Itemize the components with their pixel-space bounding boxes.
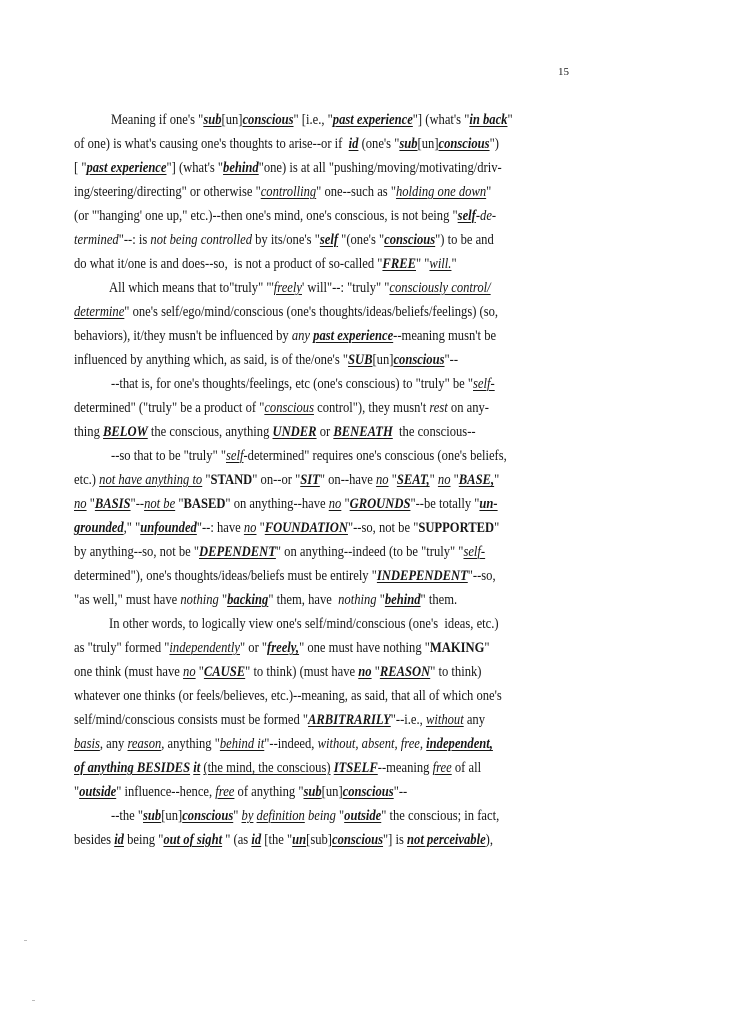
text-run: BASIS xyxy=(94,496,131,512)
text-run: controlling xyxy=(260,184,317,200)
text-line xyxy=(74,424,734,441)
text-run: " xyxy=(256,520,265,536)
text-run: ing/steering/directing" or otherwise " xyxy=(74,184,261,200)
text-run: --meaning xyxy=(377,760,433,776)
text-line xyxy=(74,832,734,849)
text-run: " xyxy=(388,472,397,488)
text-line xyxy=(74,400,734,417)
text-run: any xyxy=(463,712,486,728)
text-run: of anything BESIDES xyxy=(74,760,191,776)
text-run: "--so, xyxy=(467,568,496,584)
text-run: "as well," must have xyxy=(74,592,181,608)
text-line xyxy=(111,112,750,129)
text-run: " xyxy=(507,112,513,128)
text-run: will. xyxy=(429,256,452,272)
text-run: " xyxy=(484,640,490,656)
text-run: " to think) (must have xyxy=(245,664,359,680)
text-run: , anything " xyxy=(161,736,220,752)
text-run: In other words, to logically view one's self/mind/conscious (one's ideas, etc.) xyxy=(109,616,499,632)
text-run: " one must have nothing " xyxy=(299,640,430,656)
text-run: basis xyxy=(74,736,100,752)
text-run: conscious xyxy=(393,352,445,368)
text-line xyxy=(111,448,750,465)
text-run: unfounded xyxy=(140,520,197,536)
text-run: determine xyxy=(74,304,125,320)
text-run: " xyxy=(195,664,204,680)
text-run: "--be totally " xyxy=(410,496,480,512)
text-run: by anything--so, not be " xyxy=(74,544,200,560)
text-run: free xyxy=(432,760,452,776)
text-line xyxy=(74,496,734,513)
text-run: conscious xyxy=(342,784,394,800)
text-run: "--i.e., xyxy=(390,712,426,728)
text-run: CAUSE xyxy=(203,664,246,680)
text-run: " xyxy=(74,784,80,800)
text-run: [sub] xyxy=(306,832,332,848)
text-run: not be xyxy=(144,496,176,512)
text-run: MAKING xyxy=(429,640,485,656)
text-run: one think (must have xyxy=(74,664,184,680)
text-run: the conscious, anything xyxy=(147,424,273,440)
text-run: self xyxy=(225,448,244,464)
text-run: " [i.e., " xyxy=(293,112,333,128)
text-run: " xyxy=(494,472,500,488)
text-run: in back xyxy=(469,112,508,128)
text-run: " on--have xyxy=(319,472,376,488)
text-line xyxy=(74,784,734,801)
text-run: behind xyxy=(384,592,421,608)
text-run: " xyxy=(371,664,380,680)
text-run: sub xyxy=(203,112,222,128)
text-run: self- xyxy=(473,376,495,392)
text-run: un xyxy=(292,832,307,848)
text-run: determined" ("truly" be a product of " xyxy=(74,400,265,416)
text-run: " on anything--indeed (to be "truly" " xyxy=(275,544,464,560)
text-run: --so that to be "truly" " xyxy=(111,448,226,464)
text-run: no xyxy=(375,472,389,488)
text-run: it xyxy=(193,760,201,776)
text-line xyxy=(74,160,734,177)
text-line xyxy=(74,712,734,729)
text-line xyxy=(74,760,734,777)
text-run: " xyxy=(175,496,184,512)
text-run: or xyxy=(316,424,334,440)
text-run: SIT xyxy=(300,472,320,488)
text-line xyxy=(111,808,750,825)
text-run: control"), they musn't xyxy=(313,400,430,416)
text-run: etc.) xyxy=(74,472,100,488)
text-run: "-- xyxy=(130,496,145,512)
text-run: ," " xyxy=(123,520,141,536)
text-run: FREE xyxy=(382,256,417,272)
text-run: "--: have xyxy=(196,520,244,536)
text-line xyxy=(111,376,750,393)
text-run: --the " xyxy=(111,808,144,824)
text-run: on any- xyxy=(447,400,489,416)
text-run: grounded xyxy=(74,520,124,536)
text-run: behind xyxy=(223,160,259,176)
text-run: influenced by anything which, as said, is of the/one's " xyxy=(74,352,349,368)
text-run: " one--such as " xyxy=(316,184,396,200)
text-run: by xyxy=(241,808,254,824)
text-run: " xyxy=(451,256,457,272)
text-line xyxy=(74,544,734,561)
text-run: free xyxy=(215,784,235,800)
text-line xyxy=(74,304,734,321)
text-run: ' will"--: "truly" " xyxy=(301,280,390,296)
text-run: ARBITRARILY xyxy=(308,712,391,728)
text-run: ") xyxy=(489,136,499,152)
text-run: --that is, for one's thoughts/feelings, etc (one's conscious) to "truly" be " xyxy=(111,376,474,392)
text-run: id xyxy=(348,136,359,152)
text-run: " to think) xyxy=(430,664,482,680)
text-run: conscious xyxy=(331,832,384,848)
text-run: " on--or " xyxy=(252,472,301,488)
text-run: behaviors), it/they musn't be influenced by xyxy=(74,328,292,344)
text-run: un- xyxy=(479,496,498,512)
text-run: [un] xyxy=(161,808,183,824)
text-run: being xyxy=(307,808,336,824)
text-run: "--indeed, xyxy=(264,736,318,752)
text-run: "--: is xyxy=(118,232,151,248)
text-run: self/mind/conscious consists must be formed " xyxy=(74,712,309,728)
text-run: GROUNDS xyxy=(349,496,411,512)
text-run: not have anything to xyxy=(99,472,203,488)
text-run: past experience xyxy=(86,160,167,176)
text-line xyxy=(74,328,734,345)
text-run: " " xyxy=(416,256,430,272)
text-run: out of sight xyxy=(163,832,223,848)
text-run: [the " xyxy=(261,832,293,848)
text-run: " the conscious; in fact, xyxy=(381,808,500,824)
text-run: -determined" requires one's conscious (one's beliefs, xyxy=(243,448,507,464)
text-run: [un] xyxy=(221,112,243,128)
text-run: as "truly" formed " xyxy=(74,640,170,656)
text-run: consciously control/ xyxy=(389,280,491,296)
text-run: not perceivable xyxy=(407,832,486,848)
text-run: " xyxy=(341,496,350,512)
text-run: (or "'hanging' one up," etc.)--then one's mind, one's conscious, is not being " xyxy=(74,208,458,224)
text-run: whatever one thinks (or feels/believes, etc.)--meaning, as said, that all of which one's xyxy=(74,688,502,704)
text-run: of all xyxy=(451,760,482,776)
text-run: besides xyxy=(74,832,115,848)
text-run: INDEPENDENT xyxy=(376,568,468,584)
text-line xyxy=(74,664,734,681)
text-run: "] (what's " xyxy=(412,112,470,128)
text-run: " xyxy=(202,472,211,488)
text-run: " or " xyxy=(240,640,268,656)
text-run: BENEATH xyxy=(333,424,393,440)
text-line xyxy=(74,184,734,201)
text-run: outside xyxy=(344,808,382,824)
scan-speck xyxy=(32,1000,35,1001)
text-run: rest xyxy=(429,400,448,416)
text-run: outside xyxy=(79,784,117,800)
text-run: conscious xyxy=(264,400,314,416)
text-run: " (as xyxy=(222,832,252,848)
text-run: " xyxy=(429,472,438,488)
text-line xyxy=(74,640,734,657)
text-run: "-- xyxy=(393,784,408,800)
text-run: any xyxy=(291,328,314,344)
text-run: " them. xyxy=(420,592,458,608)
text-run: UNDER xyxy=(272,424,317,440)
text-run: "(one's " xyxy=(338,232,385,248)
text-run: (the mind, the conscious) xyxy=(203,760,331,776)
text-run: Meaning if one's xyxy=(111,112,199,128)
text-run: determined"), one's thoughts/ideas/beliefs must be entirely " xyxy=(74,568,377,584)
text-run: ), xyxy=(485,832,494,848)
text-run: " xyxy=(494,520,500,536)
text-line xyxy=(74,736,734,753)
text-run: " xyxy=(335,808,345,824)
text-run: termined xyxy=(74,232,119,248)
text-run: holding one down xyxy=(395,184,487,200)
text-run: no xyxy=(74,496,87,512)
text-run: [un] xyxy=(417,136,439,152)
text-run: no xyxy=(358,664,372,680)
text-run: [un] xyxy=(372,352,394,368)
text-run: " on anything--have xyxy=(225,496,329,512)
text-run: "] (what's " xyxy=(166,160,224,176)
text-run: BASE, xyxy=(458,472,495,488)
text-run: SUB xyxy=(348,352,373,368)
text-run: [un] xyxy=(321,784,343,800)
text-line xyxy=(74,208,734,225)
text-run: thing xyxy=(74,424,104,440)
text-run: All which means that to"truly" "' xyxy=(109,280,274,296)
text-run: " xyxy=(198,112,204,128)
text-line xyxy=(74,472,734,489)
text-run: past experience xyxy=(313,328,394,344)
text-run: independent, xyxy=(426,736,493,752)
text-run: sub xyxy=(303,784,322,800)
text-line xyxy=(74,520,734,537)
text-run: SEAT, xyxy=(396,472,430,488)
text-run: " xyxy=(233,808,242,824)
text-line xyxy=(74,352,734,369)
text-run: no xyxy=(183,664,196,680)
text-line xyxy=(109,280,750,297)
text-run: nothing xyxy=(338,592,377,608)
text-run: STAND xyxy=(210,472,253,488)
text-run: not being controlled xyxy=(150,232,252,248)
text-run: "] is xyxy=(383,832,408,848)
text-run: freely, xyxy=(267,640,300,656)
text-run: conscious xyxy=(384,232,436,248)
text-line xyxy=(74,136,734,153)
text-run: id xyxy=(251,832,262,848)
text-run: " xyxy=(218,592,228,608)
text-run: " xyxy=(486,184,492,200)
text-run: (one's " xyxy=(358,136,400,152)
text-run: without xyxy=(425,712,464,728)
text-run: " one's self/ego/mind/conscious (one's thoughts/ideas/beliefs/feelings) (so, xyxy=(124,304,499,320)
text-run: no xyxy=(243,520,257,536)
text-run: id xyxy=(114,832,124,848)
text-run: conscious xyxy=(438,136,490,152)
text-run: DEPENDENT xyxy=(199,544,276,560)
text-run: reason xyxy=(127,736,162,752)
text-line xyxy=(74,688,734,705)
text-run: self- xyxy=(463,544,486,560)
text-run: ITSELF xyxy=(333,760,378,776)
text-run: nothing xyxy=(180,592,219,608)
scan-speck xyxy=(24,940,27,941)
text-line xyxy=(74,256,734,273)
text-run: "one) is at all "pushing/moving/motivating/driv- xyxy=(258,160,502,176)
text-run: no xyxy=(328,496,342,512)
text-line xyxy=(74,592,734,609)
text-run: self xyxy=(319,232,339,248)
text-run: SUPPORTED xyxy=(418,520,495,536)
text-run: independently xyxy=(169,640,241,656)
text-run: of anything " xyxy=(234,784,304,800)
text-run: of one) is what's causing one's thoughts to arise--or if xyxy=(74,136,349,152)
text-run: [ " xyxy=(74,160,87,176)
text-run: past experience xyxy=(332,112,413,128)
text-run: "--so, not be " xyxy=(347,520,419,536)
text-run: behind it xyxy=(219,736,265,752)
text-run: conscious xyxy=(182,808,234,824)
text-run: , any xyxy=(99,736,128,752)
text-run: -de- xyxy=(475,208,497,224)
text-run: REASON xyxy=(379,664,431,680)
text-run: BASED xyxy=(183,496,226,512)
text-run: FOUNDATION xyxy=(264,520,348,536)
text-run: the conscious-- xyxy=(392,424,476,440)
text-run: ") to be and xyxy=(435,232,494,248)
text-run: sub xyxy=(143,808,162,824)
text-run: without, absent, free, xyxy=(317,736,427,752)
text-run: do what it/one is and does--so, is not a product of so-called " xyxy=(74,256,383,272)
page-number: 15 xyxy=(558,66,569,78)
text-run: " xyxy=(376,592,385,608)
text-line xyxy=(109,616,750,633)
text-run: definition xyxy=(256,808,305,824)
text-run: conscious xyxy=(242,112,294,128)
text-run: --meaning musn't be xyxy=(393,328,497,344)
text-run: no xyxy=(437,472,451,488)
text-run: sub xyxy=(399,136,418,152)
text-run: " them, have xyxy=(268,592,339,608)
text-run: being " xyxy=(123,832,164,848)
text-line xyxy=(74,232,734,249)
text-run: by its/one's " xyxy=(251,232,320,248)
text-run: " xyxy=(450,472,459,488)
text-run: self xyxy=(457,208,476,224)
text-run: "-- xyxy=(444,352,459,368)
text-run: backing xyxy=(227,592,269,608)
text-run: " influence--hence, xyxy=(116,784,216,800)
text-run: BELOW xyxy=(103,424,148,440)
text-run: freely xyxy=(273,280,302,296)
text-line xyxy=(74,568,734,585)
text-run: " xyxy=(86,496,95,512)
